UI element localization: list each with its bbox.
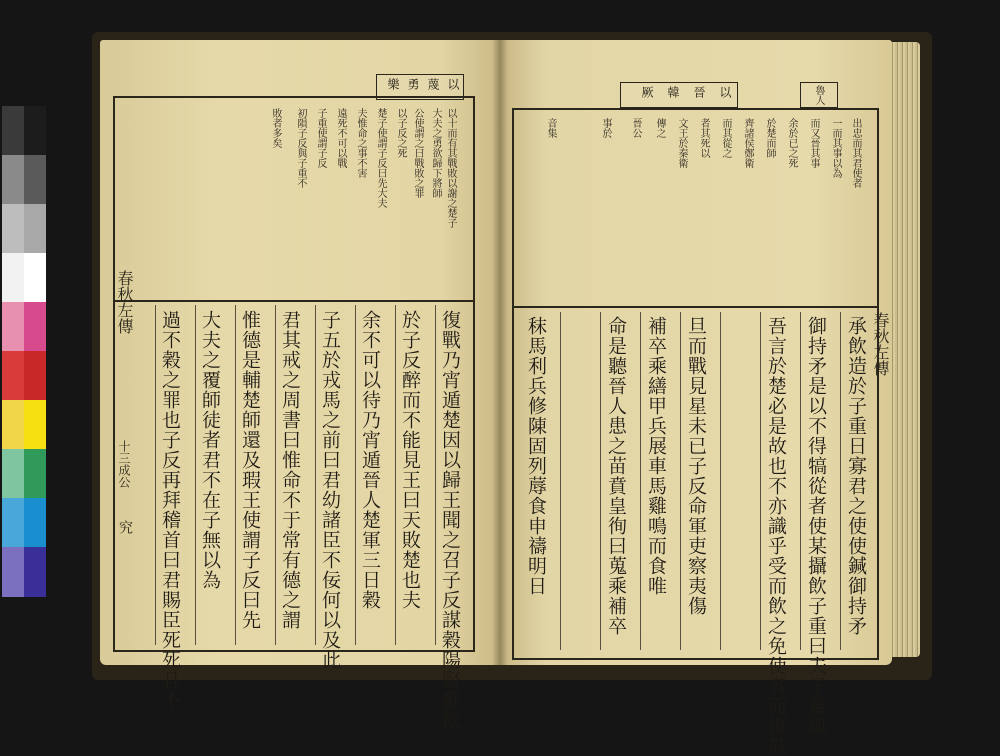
right-commentary-col: 而其從之 — [720, 118, 731, 158]
column-rule — [155, 305, 156, 645]
left-main-col: 余不可以待乃宵遁晉人楚軍三日穀 — [359, 310, 381, 610]
right-commentary-col: 齊諸侯鄭衛 — [742, 118, 753, 168]
column-rule — [560, 312, 561, 650]
calibration-swatch — [2, 449, 24, 499]
left-commentary-col: 子重使謂子反 — [315, 108, 326, 168]
calibration-swatch — [24, 400, 46, 450]
column-rule — [355, 305, 356, 645]
left-header-char-2: 蔑 — [426, 78, 440, 90]
left-margin-volume: 十三成公 — [117, 440, 131, 488]
calibration-swatch — [24, 449, 46, 499]
calibration-swatch — [24, 106, 46, 156]
right-main-col: 御持矛是以不得犒從者使某攝飲子重曰夫子嘗與 — [805, 316, 827, 736]
column-rule — [800, 312, 801, 650]
calibration-swatch — [24, 253, 46, 303]
calibration-swatch — [2, 498, 24, 548]
right-commentary-col: 余於已之死 — [786, 118, 797, 168]
calibration-swatch — [2, 155, 24, 205]
calibration-swatch — [2, 106, 24, 156]
left-margin-title: 春秋左傳 — [115, 270, 134, 334]
right-commentary-col: 於楚而師 — [764, 118, 775, 158]
right-margin-title: 春秋左傳 — [871, 312, 890, 376]
right-header-corner-box — [800, 82, 838, 108]
column-rule — [435, 305, 436, 645]
left-commentary-col: 初隕子反與子重不 — [295, 108, 306, 188]
column-rule — [315, 305, 316, 645]
right-main-col: 命是聽晉人患之苗賁皇徇曰蒐乘補卒 — [605, 316, 627, 636]
left-main-col: 於子反醉而不能見王曰天敗楚也夫 — [399, 310, 421, 610]
book-gutter — [492, 40, 508, 665]
column-rule — [395, 305, 396, 645]
right-header-char-1: 以 — [718, 86, 732, 98]
column-rule — [235, 305, 236, 645]
column-rule — [275, 305, 276, 645]
left-main-col: 子五於戎馬之前曰君幼諸臣不佞何以及此 — [319, 310, 341, 670]
calibration-swatch — [24, 302, 46, 352]
left-main-col: 過不穀之罪也子反再拜稽首曰君賜臣死死且不 — [159, 310, 181, 710]
calibration-swatch — [2, 547, 24, 597]
right-commentary-col: 音集 — [545, 118, 556, 138]
right-commentary-col: 者其死以 — [698, 118, 709, 158]
right-commentary-col: 一而其事以為 — [830, 118, 841, 178]
left-commentary-col: 遠死不可以戰 — [335, 108, 346, 168]
right-main-col: 旦而戰見星未已子反命軍吏察夷傷 — [685, 316, 707, 616]
left-header-char-3: 勇 — [406, 78, 420, 90]
left-main-col: 復戰乃宵遁楚因以歸王聞之召子反謀穀陽豎獻飲 — [439, 310, 461, 730]
right-header-char-3: 韓 — [666, 86, 680, 98]
right-commentary-col: 而又晉其事 — [808, 118, 819, 168]
right-main-col: 補卒乘繕甲兵展車馬雞鳴而食唯 — [645, 316, 667, 596]
left-page-divider — [113, 300, 473, 302]
right-commentary-col: 出忠而其君使者 — [850, 118, 861, 188]
left-commentary-col: 大夫之勇欲歸下將師 — [430, 108, 441, 198]
calibration-swatch — [2, 253, 24, 303]
calibration-swatch — [2, 302, 24, 352]
right-commentary-col: 文王於秦衛 — [676, 118, 687, 168]
left-page-number: 究 — [117, 520, 133, 534]
column-rule — [195, 305, 196, 645]
left-commentary-col: 夫惟命之事不害 — [355, 108, 366, 178]
column-rule — [760, 312, 761, 650]
column-rule — [680, 312, 681, 650]
right-page-divider — [512, 306, 877, 308]
calibration-swatch — [2, 400, 24, 450]
calibration-swatch — [24, 547, 46, 597]
calibration-swatch — [2, 351, 24, 401]
right-header-box — [620, 82, 738, 108]
left-header-char-1: 以 — [446, 78, 460, 90]
right-main-col: 吾言於楚必是故也不亦識乎受而飲之免使者而復鼓 — [765, 316, 787, 756]
right-main-col: 秣馬利兵修陳固列蓐食申禱明日 — [525, 316, 547, 596]
calibration-swatch — [2, 204, 24, 254]
calibration-swatch — [24, 351, 46, 401]
left-header-char-4: 樂 — [386, 78, 400, 90]
left-commentary-col: 以十而有其戰敗以謝之楚子 — [445, 108, 456, 228]
calibration-swatch — [24, 204, 46, 254]
right-main-col: 承飲造於子重日寡君之使使鍼御持矛 — [845, 316, 867, 636]
left-main-col: 惟德是輔楚師還及瑕王使謂子反曰先 — [239, 310, 261, 630]
right-header-corner: 魯人 — [813, 85, 824, 105]
column-rule — [640, 312, 641, 650]
color-calibration-strip — [2, 106, 48, 596]
left-commentary-col: 以子反之死 — [395, 108, 406, 158]
calibration-swatch — [24, 498, 46, 548]
column-rule — [600, 312, 601, 650]
left-commentary-col: 公使謂之曰戰敗之罪 — [412, 108, 423, 198]
left-commentary-col: 敗者多矣 — [270, 108, 281, 148]
left-main-col: 君其戒之周書曰惟命不于常有德之謂 — [279, 310, 301, 630]
left-commentary-col: 楚子使謂子反曰先大夫 — [375, 108, 386, 208]
calibration-swatch — [24, 155, 46, 205]
right-commentary-col: 傳之 — [654, 118, 665, 138]
column-rule — [840, 312, 841, 650]
left-main-col: 大夫之覆師徒者君不在子無以為 — [199, 310, 221, 590]
right-commentary-col: 事於 — [600, 118, 611, 138]
right-header-char-4: 厥 — [640, 86, 654, 98]
column-rule — [720, 312, 721, 650]
right-header-char-2: 晉 — [692, 86, 706, 98]
right-commentary-col: 晉公 — [630, 118, 641, 138]
